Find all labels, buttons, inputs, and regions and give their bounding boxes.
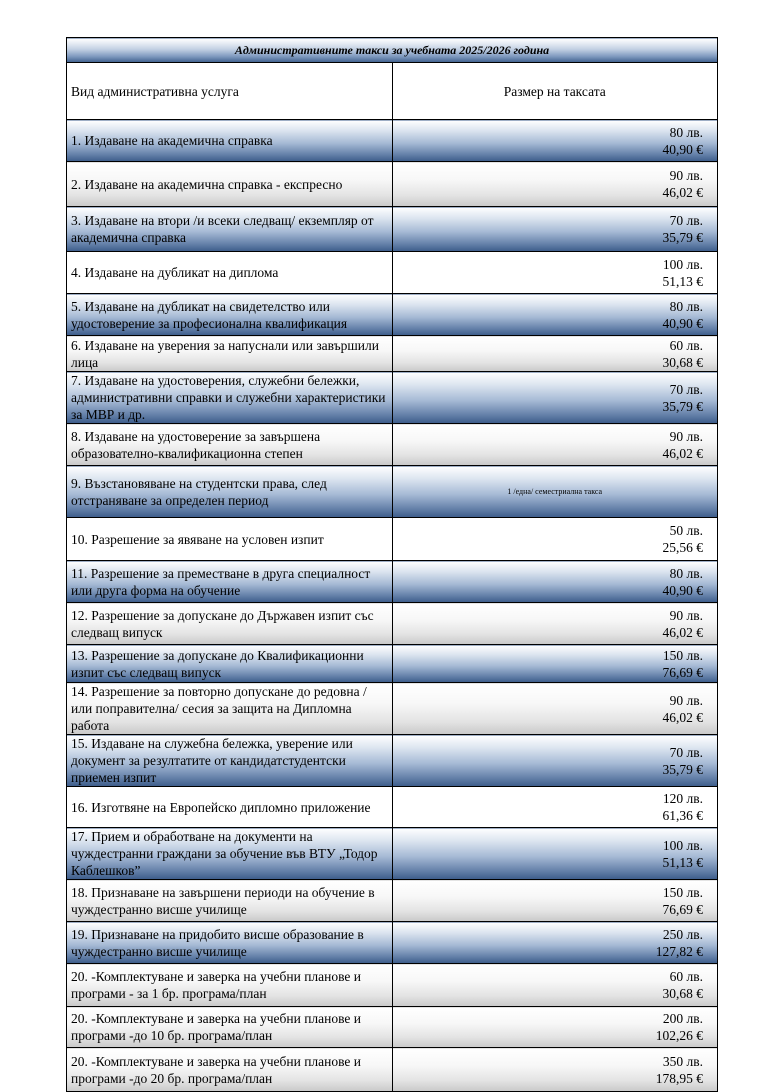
fee-eur: 178,95 € — [655, 1070, 703, 1086]
service-cell: 5. Издаване на дубликат на свидетелство или удостоверение за професионална квалификация — [67, 294, 393, 336]
fee-cell — [392, 1048, 718, 1092]
table-row — [67, 252, 718, 294]
fee-lv: 90 лв. — [669, 168, 703, 183]
header-row — [67, 63, 718, 120]
fee-cell — [392, 964, 718, 1007]
fee-eur: 102,26 € — [655, 1028, 703, 1043]
table-row — [67, 645, 718, 683]
header-service: Вид административна услуга — [67, 63, 393, 120]
fee-cell — [392, 120, 718, 162]
fee-cell — [392, 787, 718, 828]
service-cell: 4. Издаване на дубликат на диплома — [67, 252, 393, 294]
fee-lv: 90 лв. — [669, 692, 703, 708]
fee-lv: 80 лв. — [669, 565, 703, 581]
fee-eur: 40,90 € — [662, 141, 703, 157]
fee-lv: 60 лв. — [669, 969, 703, 984]
fee-cell — [392, 518, 718, 561]
table-row — [67, 424, 718, 466]
service-cell: 19. Признаване на придобито висше образование в чуждестранно висше училище — [67, 922, 393, 964]
service-cell: 16. Изготвяне на Европейско дипломно приложение — [67, 787, 393, 828]
fee-lv: 80 лв. — [669, 124, 703, 140]
fees-document — [66, 37, 718, 1092]
service-cell: 9. Възстановяване на студентски права, след отстраняване за определен период — [67, 466, 393, 518]
table-row — [67, 207, 718, 252]
title-row — [67, 38, 718, 63]
table-row — [67, 466, 718, 518]
service-cell: 20. -Комплектуване и заверка на учебни планове и програми -до 20 бр. програма/план — [67, 1048, 393, 1092]
fee-cell — [392, 294, 718, 336]
fee-eur: 46,02 € — [662, 624, 703, 640]
service-cell: 13. Разрешение за допускане до Квалификационни изпит със следващ випуск — [67, 645, 393, 683]
fee-eur: 25,56 € — [662, 540, 703, 555]
fee-eur: 76,69 € — [662, 664, 703, 680]
service-cell: 10. Разрешение за явяване на условен изпит — [67, 518, 393, 561]
service-cell: 1. Издаване на академична справка — [67, 120, 393, 162]
fee-lv: 100 лв. — [662, 837, 703, 853]
fee-eur: 61,36 € — [662, 808, 703, 823]
fee-lv: 100 лв. — [662, 256, 703, 272]
fee-cell — [392, 561, 718, 603]
service-cell: 2. Издаване на академична справка - експресно — [67, 162, 393, 207]
fee-cell — [392, 683, 718, 735]
service-cell: 7. Издаване на удостоверения, служебни бележки, административни справки и служебни характеристики за МВР и др. — [67, 372, 393, 424]
fee-eur: 40,90 € — [662, 582, 703, 598]
table-row — [67, 561, 718, 603]
service-cell: 18. Признаване на завършени периоди на обучение в чуждестранно висше училище — [67, 880, 393, 922]
fee-lv: 70 лв. — [669, 213, 703, 228]
table-row — [67, 828, 718, 880]
fee-eur: 35,79 € — [662, 398, 703, 414]
service-cell: 8. Издаване на удостоверение за завършена образователно-квалификационна степен — [67, 424, 393, 466]
fee-cell — [392, 207, 718, 252]
table-title: Административните такси за учебната 2025/2026 година — [67, 38, 718, 63]
service-cell: 3. Издаване на втори /и всеки следващ/ екземпляр от академична справка — [67, 207, 393, 252]
fee-eur: 35,79 € — [662, 230, 703, 245]
fee-lv: 60 лв. — [669, 337, 703, 353]
table-row — [67, 683, 718, 735]
service-cell: 15. Издаване на служебна бележка, уверение или документ за резултатите от кандидатстудентски приемен изпит — [67, 735, 393, 787]
fee-lv: 90 лв. — [669, 428, 703, 444]
fee-cell — [392, 603, 718, 645]
fee-lv: 120 лв. — [662, 791, 703, 806]
table-row — [67, 372, 718, 424]
service-cell: 12. Разрешение за допускане до Държавен изпит със следващ випуск — [67, 603, 393, 645]
fee-lv: 70 лв. — [669, 381, 703, 397]
fee-lv: 200 лв. — [662, 1011, 703, 1026]
service-cell: 17. Прием и обработване на документи на чуждестранни граждани за обучение във ВТУ „Тодор Каблешков” — [67, 828, 393, 880]
fee-lv: 90 лв. — [669, 607, 703, 623]
fee-lv: 50 лв. — [669, 523, 703, 538]
fee-cell — [392, 372, 718, 424]
service-cell: 20. -Комплектуване и заверка на учебни планове и програми -до 10 бр. програма/план — [67, 1007, 393, 1048]
fee-eur: 30,68 € — [662, 986, 703, 1001]
service-cell: 20. -Комплектуване и заверка на учебни планове и програми - за 1 бр. програма/план — [67, 964, 393, 1007]
table-row — [67, 1048, 718, 1092]
table-row — [67, 964, 718, 1007]
fee-cell — [392, 828, 718, 880]
table-row — [67, 787, 718, 828]
fee-lv: 250 лв. — [662, 926, 703, 942]
table-row — [67, 120, 718, 162]
service-cell: 6. Издаване на уверения за напуснали или завършили лица — [67, 336, 393, 372]
fee-lv: 150 лв. — [662, 884, 703, 900]
service-cell: 11. Разрешение за преместване в друга специалност или друга форма на обучение — [67, 561, 393, 603]
fee-eur: 51,13 € — [662, 273, 703, 289]
fee-cell — [392, 252, 718, 294]
table-row — [67, 922, 718, 964]
table-row — [67, 1007, 718, 1048]
fee-cell — [392, 645, 718, 683]
table-row — [67, 294, 718, 336]
table-row — [67, 603, 718, 645]
fee-eur: 46,02 € — [662, 445, 703, 461]
fee-eur: 51,13 € — [662, 854, 703, 870]
fee-eur: 76,69 € — [662, 901, 703, 917]
fee-lv: 350 лв. — [662, 1053, 703, 1069]
header-fee: Размер на таксата — [392, 63, 718, 120]
fee-cell — [392, 162, 718, 207]
service-cell: 14. Разрешение за повторно допускане до редовна /или поправителна/ сесия за защита на Дипломна работа — [67, 683, 393, 735]
fee-cell — [392, 1007, 718, 1048]
fee-cell: 1 /една/ семестриална такса — [392, 466, 718, 518]
table-row — [67, 162, 718, 207]
table-row — [67, 336, 718, 372]
fee-eur: 40,90 € — [662, 315, 703, 331]
fee-cell — [392, 424, 718, 466]
fee-eur: 46,02 € — [662, 185, 703, 200]
fee-lv: 150 лв. — [662, 647, 703, 663]
fee-lv: 70 лв. — [669, 744, 703, 760]
fee-cell — [392, 735, 718, 787]
fee-eur: 30,68 € — [662, 354, 703, 370]
fee-eur: 35,79 € — [662, 761, 703, 777]
table-row — [67, 735, 718, 787]
fees-table — [66, 37, 718, 1092]
fee-cell — [392, 922, 718, 964]
fee-lv: 80 лв. — [669, 298, 703, 314]
table-row — [67, 880, 718, 922]
fee-cell — [392, 880, 718, 922]
fee-eur: 127,82 € — [655, 943, 703, 959]
fee-eur: 46,02 € — [662, 709, 703, 725]
fee-cell — [392, 336, 718, 372]
table-row — [67, 518, 718, 561]
